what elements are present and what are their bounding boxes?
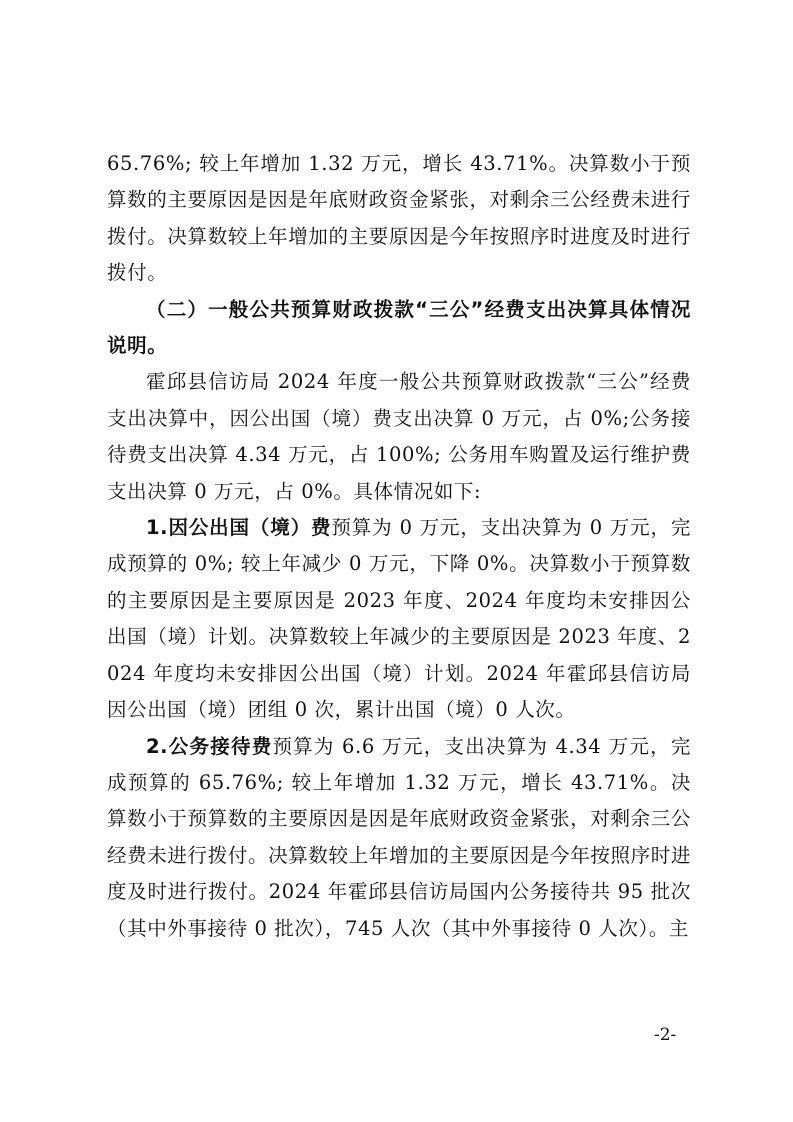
- paragraph-item-2: [107, 729, 691, 947]
- page-number: -2-: [654, 1025, 677, 1045]
- paragraph-continuation: 65.76%; 较上年增加 1.32 万元，增长 43.71%。决算数小于预算数的主要原因是因是年底财政资金紧张，对剩余三公经费未进行拨付。决算数较上年增加的主要原因是今年按照序时进度及时进行拨付。: [107, 152, 691, 285]
- paragraph-item-1: [107, 510, 691, 728]
- item-2-lead: 2.公务接待费: [146, 734, 273, 758]
- item-1-body: 预算为 0 万元，支出决算为 0 万元，完成预算的 0%; 较上年减少 0 万元，下降 0%。决算数小于预算数的主要原因是主要原因是 2023 年度、2024 年度均未安排因公出国（境）计划。决算数较上年减少的主要原因是 2023 年度、2024 年度均未安排因公出国（境）计划。2024 年霍邱县信访局因公出国（境）团组 0 次，累计出国（境）0 人次。: [107, 516, 691, 722]
- document-body: [107, 146, 691, 947]
- section-heading: （二）一般公共预算财政拨款“三公”经费支出决算具体情况说明。: [107, 297, 691, 358]
- item-1-lead: 1.因公出国（境）费: [146, 516, 332, 540]
- paragraph-summary: 霍邱县信访局 2024 年度一般公共预算财政拨款“三公”经费支出决算中，因公出国（境）费支出决算 0 万元，占 0%;公务接待费支出决算 4.34 万元，占 100%; 公务用车购置及运行维护费支出决算 0 万元，占 0%。具体情况如下:: [107, 370, 691, 503]
- item-2-body: 预算为 6.6 万元，支出决算为 4.34 万元，完成预算的 65.76%; 较上年增加 1.32 万元，增长 43.71%。决算数小于预算数的主要原因是因是年底财政资金紧张，对剩余三公经费未进行拨付。决算数较上年增加的主要原因是今年按照序时进度及时进行拨付。2024 年霍邱县信访局国内公务接待共 95 批次（其中外事接待 0 批次），745 人次（其中外事接待 0 人次）。主: [107, 734, 691, 940]
